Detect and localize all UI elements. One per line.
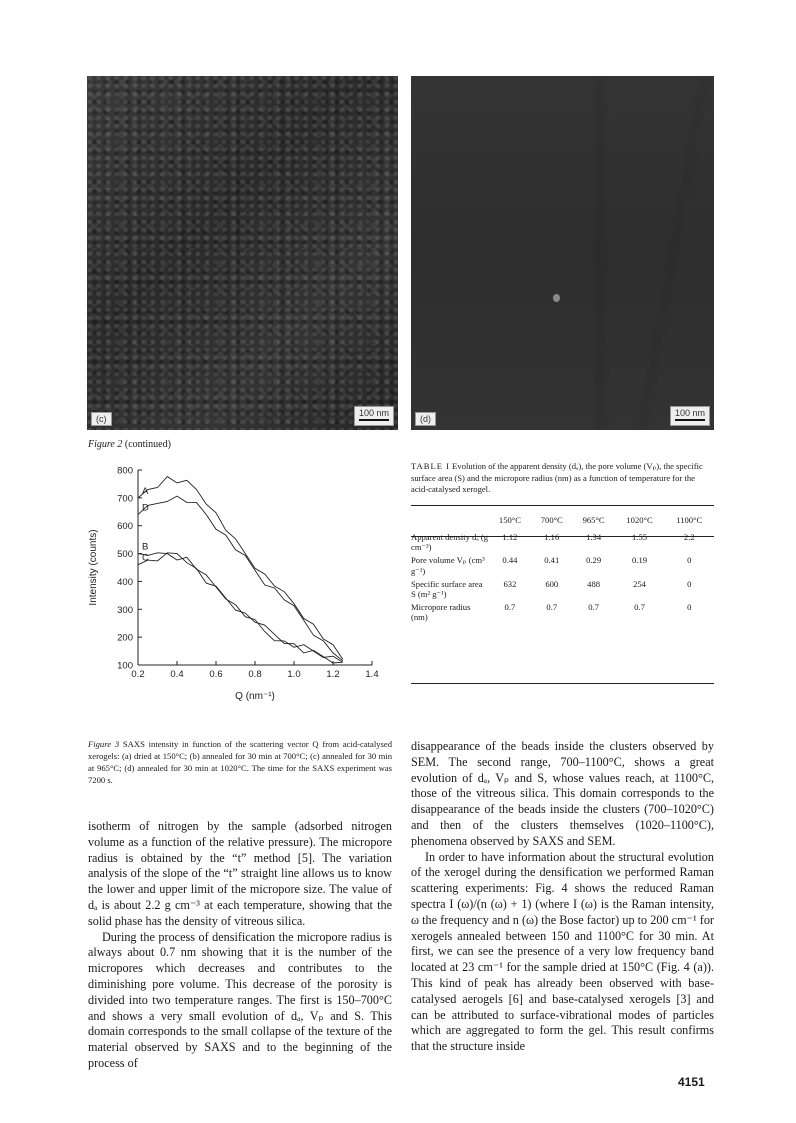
table-cell: 632 xyxy=(503,579,517,589)
table-cell: 0 xyxy=(687,579,692,589)
x-tick-label: 1.0 xyxy=(287,669,301,680)
y-tick-label: 300 xyxy=(117,604,133,616)
table1 xyxy=(411,505,714,623)
series-label-b: B xyxy=(142,541,149,553)
table-header: 1100°C xyxy=(676,515,703,525)
y-tick-label: 100 xyxy=(117,660,133,672)
table-rule-bottom xyxy=(411,683,714,684)
table-cell: 0.44 xyxy=(502,555,518,565)
table-cell: 488 xyxy=(587,579,601,589)
y-tick-label: 800 xyxy=(117,465,133,477)
paragraph: disappearance of the beads inside the clusters observed by SEM. The second range, 700–1100°C, shows a great evolution of dₐ, Vₚ and S, whose values reach, at 1100°C, those of the vitreous silica. This domain corresponds to the disappearance of the beads inside the clusters (700–1020°C) and then of the clusters themselves (1020–1100°C), phenomena observed by SAXS and SEM. xyxy=(411,739,714,848)
table-header: 965°C xyxy=(582,515,605,525)
table-cell: 600 xyxy=(545,579,559,589)
table-cell: 0.7 xyxy=(546,602,558,612)
table-row xyxy=(411,601,714,623)
row-label: Apparent density dₐ (g cm⁻³) xyxy=(411,532,489,552)
table1-caption: TABLE I Evolution of the apparent density (dₐ), the pore volume (Vₚ), the specific surface area (S) and the micropore radius (nm) as a function of temperature for the acid-catalysed xerogel. xyxy=(411,461,703,494)
paragraph: In order to have information about the structural evolution of the xerogel during the densification we performed Raman scattering experiments: Fig. 4 shows the reduced Raman spectra I (ω)/(n (ω) + 1) (where I (ω) is the Raman intensity, ω the frequency and n (ω) the Bose factor) up to 200 cm⁻¹ for xerogels annealed between 150 and 1100°C for 30 min. At first, we can see the presence of a very low frequency band located at 23 cm⁻¹ for the sample dried at 150°C (Fig. 4 (a)). This kind of peak has already been observed with base-catalysed aerogels [6] and base-catalysed xerogels [3] and can be attributed to surface-vibrational modes of particles which are aggregated to form the gel. This result confirms that the structure inside xyxy=(411,849,714,1054)
figure3-caption: Figure 3 SAXS intensity in function of the scattering vector Q from acid-catalysed xerogels: (a) dried at 150°C; (b) annealed for 30 min at 700°C; (c) annealed for 30 min at 965°C; (d) annealed for 30 min at 1020°C. The time for the SAXS experiment was 7200 s. xyxy=(88,739,393,785)
series-label-c: C xyxy=(142,552,149,564)
series-line-c xyxy=(138,553,343,663)
series-label-a: A xyxy=(142,485,149,497)
table-row xyxy=(411,531,714,554)
micrograph-d-particle xyxy=(553,294,560,302)
paragraph: isotherm of nitrogen by the sample (adsorbed nitrogen volume as a function of the relative pressure). The micropore radius is obtained by the “t” method [5]. The variation analysis of the slope of the “t” straight line allows us to know the lower and upper limit of the micropore size. The value of dₐ is about 2.2 g cm⁻³ at each temperature, showing that the solid phase has the density of vitreous silica. xyxy=(88,819,392,928)
micrograph-d xyxy=(411,76,714,430)
table-header: 700°C xyxy=(540,515,563,525)
left-column-text xyxy=(88,819,392,1072)
table-cell: 254 xyxy=(633,579,646,589)
table-cell: 1.12 xyxy=(502,532,518,542)
y-tick-label: 200 xyxy=(117,632,133,644)
series-label-d: D xyxy=(142,502,149,514)
x-tick-label: 0.8 xyxy=(248,669,262,680)
scale-bar-d: 100 nm xyxy=(670,406,710,426)
page-number: 4151 xyxy=(678,1075,705,1089)
y-tick-label: 400 xyxy=(117,576,133,588)
table-cell: 0 xyxy=(687,602,692,612)
y-tick-label: 700 xyxy=(117,493,133,505)
table-header xyxy=(411,505,489,531)
row-label: Pore volume Vₚ (cm³ g⁻¹) xyxy=(411,555,485,576)
table-cell: 0.7 xyxy=(588,602,599,612)
micrograph-c xyxy=(87,76,398,430)
series-line-a xyxy=(138,477,343,660)
paragraph: During the process of densification the micropore radius is always about 0.7 nm showing that it is the number of the micropores which decreases and contributes to the diminishing pore volume. This decrease of the porosity is divided into two temperature ranges. The first is 150–700°C and shows a very small evolution of dₐ, Vₚ and S. This domain corresponds to the small collapse of the texture of the material observed by SAXS and to the beginning of the process of xyxy=(88,929,392,1070)
x-tick-label: 0.4 xyxy=(170,669,184,680)
y-tick-label: 600 xyxy=(117,521,133,533)
x-tick-label: 0.6 xyxy=(209,669,223,680)
figure2-caption: Figure 2 (continued) xyxy=(88,439,171,450)
x-tick-label: 0.2 xyxy=(131,669,145,680)
x-axis-label: Q (nm⁻¹) xyxy=(235,691,275,702)
y-tick-label: 500 xyxy=(117,549,133,561)
x-tick-label: 1.2 xyxy=(326,669,340,680)
right-column-text xyxy=(411,739,714,1055)
table-cell: 1.55 xyxy=(632,532,648,542)
y-axis-label: Intensity (counts) xyxy=(88,529,99,606)
x-tick-label: 1.4 xyxy=(365,669,379,680)
series-line-d xyxy=(138,496,343,661)
table-header: 1020°C xyxy=(626,515,653,525)
table-cell: 1.34 xyxy=(586,532,602,542)
row-label: Specific surface area S (m² g⁻¹) xyxy=(411,579,483,599)
table-cell: 0 xyxy=(687,555,692,565)
scale-bar-c: 100 nm xyxy=(354,406,394,426)
table-cell: 0.19 xyxy=(632,555,648,565)
table-header: 150°C xyxy=(498,515,521,525)
table-row xyxy=(411,578,714,601)
saxs-chart xyxy=(76,462,386,707)
table-cell: 0.7 xyxy=(504,602,516,612)
table-cell: 0.7 xyxy=(634,602,645,612)
table-cell: 0.29 xyxy=(586,555,602,565)
panel-label-c: (c) xyxy=(91,412,112,426)
table-cell: 1.16 xyxy=(544,532,560,542)
row-label: Micropore radius (nm) xyxy=(411,602,471,622)
panel-label-d: (d) xyxy=(415,412,436,426)
table-row xyxy=(411,554,714,578)
table-cell: 0.41 xyxy=(544,555,560,565)
table-cell: 2.2 xyxy=(683,532,695,542)
series-line-b xyxy=(138,553,343,662)
